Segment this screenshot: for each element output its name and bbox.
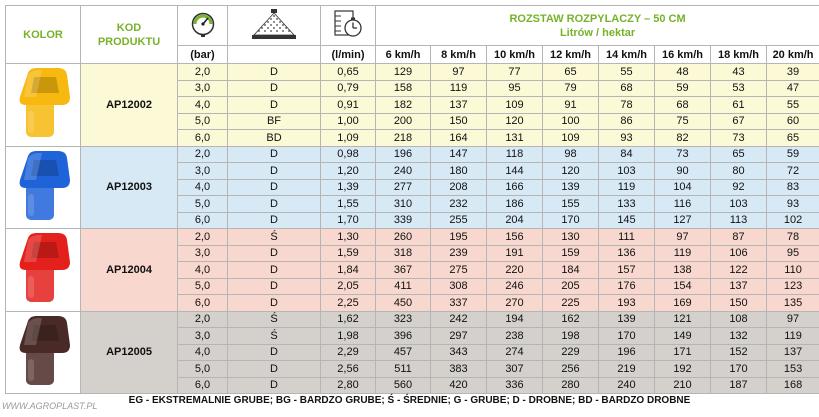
rate-cell: 205 [543,278,599,295]
kolor-header: KOLOR [6,6,81,64]
rate-cell: 277 [376,179,431,196]
rate-cell: 110 [767,262,819,279]
rate-cell: 343 [431,344,487,361]
pressure-cell: 2,0 [178,146,228,163]
rate-cell: 79 [543,80,599,97]
rate-cell: 218 [376,130,431,147]
rate-cell: 139 [599,311,655,328]
rate-cell: 145 [599,212,655,229]
rate-cell: 169 [655,295,711,312]
pressure-cell: 5,0 [178,196,228,213]
flow-rate-cell: 1,20 [321,163,376,180]
rate-cell: 135 [767,295,819,312]
watermark: WWW.AGROPLAST.PL [2,401,98,411]
rate-cell: 246 [487,278,543,295]
flow-rate-cell: 2,05 [321,278,376,295]
rate-cell: 129 [376,64,431,81]
pressure-cell: 5,0 [178,113,228,130]
nozzle-yellow-icon [12,67,74,139]
rate-cell: 187 [711,377,767,394]
rate-cell: 65 [767,130,819,147]
rate-cell: 240 [599,377,655,394]
droplet-size-cell: D [228,377,321,394]
flow-rate-cell: 1,39 [321,179,376,196]
droplet-size-cell: D [228,212,321,229]
pressure-cell: 4,0 [178,262,228,279]
rozstaw-title: ROZSTAW ROZPYLACZY – 50 CM [509,12,686,25]
header-row-top [6,6,819,46]
pressure-cell: 4,0 [178,179,228,196]
rate-cell: 67 [711,113,767,130]
spray-header-cell [228,6,321,46]
rate-cell: 195 [431,229,487,246]
rate-cell: 171 [655,344,711,361]
droplet-size-cell: BF [228,113,321,130]
flow-rate-cell: 1,55 [321,196,376,213]
rate-cell: 65 [711,146,767,163]
flow-rate-cell: 0,98 [321,146,376,163]
rate-cell: 133 [599,196,655,213]
speed-header: 8 km/h [431,46,487,64]
pressure-cell: 6,0 [178,377,228,394]
rate-cell: 239 [431,245,487,262]
rate-cell: 86 [599,113,655,130]
rate-cell: 307 [487,361,543,378]
table-body [6,6,819,394]
rate-cell: 59 [655,80,711,97]
speed-header: 12 km/h [543,46,599,64]
rate-cell: 162 [543,311,599,328]
rate-cell: 130 [543,229,599,246]
rate-cell: 95 [487,80,543,97]
rate-cell: 166 [487,179,543,196]
rate-cell: 367 [376,262,431,279]
speed-header: 20 km/h [767,46,819,64]
rate-cell: 137 [431,97,487,114]
pressure-cell: 4,0 [178,97,228,114]
rate-cell: 120 [543,163,599,180]
rate-cell: 92 [711,179,767,196]
rate-cell: 153 [767,361,819,378]
rate-cell: 75 [655,113,711,130]
rate-cell: 200 [376,113,431,130]
rate-cell: 255 [431,212,487,229]
droplet-size-cell: D [228,245,321,262]
rate-cell: 97 [655,229,711,246]
rate-cell: 136 [599,245,655,262]
rate-cell: 119 [599,179,655,196]
pressure-cell: 6,0 [178,295,228,312]
flow-rate-cell: 2,25 [321,295,376,312]
rate-cell: 225 [543,295,599,312]
product-code: AP12004 [81,229,178,312]
rate-cell: 60 [767,113,819,130]
rate-cell: 39 [767,64,819,81]
pressure-cell: 2,0 [178,311,228,328]
rate-cell: 78 [599,97,655,114]
rate-cell: 111 [599,229,655,246]
rate-cell: 270 [487,295,543,312]
rate-cell: 318 [376,245,431,262]
rate-cell: 102 [767,212,819,229]
rate-cell: 109 [487,97,543,114]
rate-cell: 242 [431,311,487,328]
kod-produktu-header [81,6,178,64]
rate-cell: 220 [487,262,543,279]
rate-cell: 260 [376,229,431,246]
rate-cell: 274 [487,344,543,361]
rate-cell: 139 [543,179,599,196]
flow-rate-cell: 0,65 [321,64,376,81]
rate-cell: 256 [543,361,599,378]
speed-header: 10 km/h [487,46,543,64]
rate-cell: 156 [487,229,543,246]
flow-rate-cell: 2,29 [321,344,376,361]
pressure-cell: 3,0 [178,328,228,345]
rate-cell: 119 [431,80,487,97]
table-row [6,146,819,163]
rate-cell: 192 [655,361,711,378]
droplet-size-cell: D [228,97,321,114]
table-row [6,311,819,328]
nozzle-flow-table [5,5,819,394]
spray-unit-empty [228,46,321,64]
rate-cell: 154 [655,278,711,295]
rate-cell: 65 [543,64,599,81]
rate-cell: 138 [655,262,711,279]
droplet-size-cell: D [228,361,321,378]
flow-rate-cell: 1,30 [321,229,376,246]
table-row [6,229,819,246]
rate-cell: 43 [711,64,767,81]
rate-cell: 560 [376,377,431,394]
rate-cell: 123 [767,278,819,295]
flow-meter-icon [333,9,363,42]
rate-cell: 84 [599,146,655,163]
droplet-size-cell: D [228,179,321,196]
flow-rate-cell: 1,70 [321,212,376,229]
rate-cell: 55 [767,97,819,114]
rate-cell: 121 [655,311,711,328]
rate-cell: 168 [767,377,819,394]
rate-cell: 97 [431,64,487,81]
rate-cell: 137 [767,344,819,361]
rate-cell: 339 [376,212,431,229]
rate-cell: 191 [487,245,543,262]
rate-cell: 396 [376,328,431,345]
rate-cell: 132 [711,328,767,345]
pressure-cell: 2,0 [178,229,228,246]
pressure-cell: 6,0 [178,130,228,147]
rate-cell: 275 [431,262,487,279]
rate-cell: 59 [767,146,819,163]
rate-cell: 184 [543,262,599,279]
rate-cell: 119 [767,328,819,345]
rate-cell: 149 [655,328,711,345]
droplet-size-cell: D [228,196,321,213]
pressure-gauge-icon [191,11,215,40]
rozstaw-subtitle: Litrów / hektar [559,26,636,39]
pressure-cell: 3,0 [178,245,228,262]
rate-cell: 511 [376,361,431,378]
droplet-size-cell: D [228,295,321,312]
flow-rate-cell: 2,80 [321,377,376,394]
pressure-cell: 5,0 [178,361,228,378]
rate-cell: 198 [543,328,599,345]
rate-cell: 204 [487,212,543,229]
flow-rate-cell: 1,00 [321,113,376,130]
rate-cell: 170 [599,328,655,345]
rate-cell: 383 [431,361,487,378]
rate-cell: 98 [543,146,599,163]
rate-cell: 68 [655,97,711,114]
nozzle-photo-cell [6,146,81,229]
droplet-size-cell: Ś [228,311,321,328]
droplet-size-cell: D [228,344,321,361]
droplet-size-cell: D [228,278,321,295]
droplet-size-cell: D [228,262,321,279]
rate-cell: 55 [599,64,655,81]
speed-header: 14 km/h [599,46,655,64]
rate-cell: 72 [767,163,819,180]
rate-cell: 108 [711,311,767,328]
pressure-cell: 5,0 [178,278,228,295]
nozzle-photo-cell [6,64,81,147]
rate-cell: 182 [376,97,431,114]
flow-rate-cell: 0,79 [321,80,376,97]
rate-cell: 100 [543,113,599,130]
rate-cell: 194 [487,311,543,328]
rate-cell: 127 [655,212,711,229]
rate-cell: 137 [711,278,767,295]
bar-unit: (bar) [178,46,228,64]
pressure-cell: 4,0 [178,344,228,361]
rate-cell: 420 [431,377,487,394]
rate-cell: 210 [655,377,711,394]
nozzle-brown-icon [12,315,74,387]
kod-line1: KOD [116,21,142,34]
rate-cell: 280 [543,377,599,394]
rate-cell: 196 [599,344,655,361]
droplet-size-cell: Ś [228,328,321,345]
rate-cell: 196 [376,146,431,163]
droplet-size-cell: D [228,64,321,81]
rate-cell: 147 [431,146,487,163]
pressure-cell: 3,0 [178,80,228,97]
rate-cell: 144 [487,163,543,180]
rate-cell: 186 [487,196,543,213]
rate-cell: 120 [487,113,543,130]
rate-cell: 310 [376,196,431,213]
rate-cell: 78 [767,229,819,246]
rate-cell: 104 [655,179,711,196]
rate-cell: 113 [711,212,767,229]
rate-cell: 61 [711,97,767,114]
rate-cell: 82 [655,130,711,147]
rate-cell: 103 [711,196,767,213]
rate-cell: 158 [376,80,431,97]
rozstaw-header [376,6,819,46]
rate-cell: 93 [599,130,655,147]
rate-cell: 80 [711,163,767,180]
rate-cell: 73 [655,146,711,163]
rate-cell: 109 [543,130,599,147]
rate-cell: 337 [431,295,487,312]
flow-rate-cell: 1,62 [321,311,376,328]
lmin-unit: (l/min) [321,46,376,64]
rate-cell: 118 [487,146,543,163]
speed-header: 18 km/h [711,46,767,64]
nozzle-red-icon [12,232,74,304]
product-code: AP12005 [81,311,178,394]
rate-cell: 238 [487,328,543,345]
droplet-size-cell: D [228,80,321,97]
pressure-cell: 3,0 [178,163,228,180]
flow-rate-cell: 1,09 [321,130,376,147]
rate-cell: 93 [767,196,819,213]
rate-cell: 176 [599,278,655,295]
rate-cell: 131 [487,130,543,147]
nozzle-photo-cell [6,311,81,394]
flow-rate-cell: 1,59 [321,245,376,262]
rate-cell: 73 [711,130,767,147]
rate-cell: 119 [655,245,711,262]
rate-cell: 155 [543,196,599,213]
rate-cell: 97 [767,311,819,328]
pressure-cell: 6,0 [178,212,228,229]
rate-cell: 297 [431,328,487,345]
flow-header-cell [321,6,376,46]
rate-cell: 308 [431,278,487,295]
flow-rate-cell: 1,84 [321,262,376,279]
rate-cell: 170 [543,212,599,229]
rate-cell: 116 [655,196,711,213]
rate-cell: 87 [711,229,767,246]
droplet-size-cell: Ś [228,229,321,246]
rate-cell: 208 [431,179,487,196]
rate-cell: 91 [543,97,599,114]
rate-cell: 336 [487,377,543,394]
rate-cell: 48 [655,64,711,81]
rate-cell: 77 [487,64,543,81]
rate-cell: 411 [376,278,431,295]
table-row [6,64,819,81]
rate-cell: 150 [431,113,487,130]
pressure-cell: 2,0 [178,64,228,81]
rate-cell: 229 [543,344,599,361]
rate-cell: 157 [599,262,655,279]
rate-cell: 323 [376,311,431,328]
rate-cell: 83 [767,179,819,196]
rate-cell: 219 [599,361,655,378]
rate-cell: 150 [711,295,767,312]
rate-cell: 122 [711,262,767,279]
product-code: AP12003 [81,146,178,229]
droplet-size-cell: BD [228,130,321,147]
rate-cell: 95 [767,245,819,262]
gauge-header-cell [178,6,228,46]
nozzle-blue-icon [12,150,74,222]
rate-cell: 450 [376,295,431,312]
rate-cell: 170 [711,361,767,378]
flow-rate-cell: 1,98 [321,328,376,345]
speed-header: 6 km/h [376,46,431,64]
rate-cell: 159 [543,245,599,262]
rate-cell: 68 [599,80,655,97]
rate-cell: 232 [431,196,487,213]
rate-cell: 53 [711,80,767,97]
flow-rate-cell: 0,91 [321,97,376,114]
rate-cell: 193 [599,295,655,312]
rate-cell: 152 [711,344,767,361]
rate-cell: 457 [376,344,431,361]
rate-cell: 106 [711,245,767,262]
rate-cell: 103 [599,163,655,180]
rate-cell: 180 [431,163,487,180]
kod-line2: PRODUKTU [97,35,161,48]
droplet-legend: EG - EKSTREMALNIE GRUBE; BG - BARDZO GRUBE; Ś - ŚREDNIE; G - GRUBE; D - DROBNE; BD - BARDZO DROBNE [128,395,691,406]
nozzle-photo-cell [6,229,81,312]
product-code: AP12002 [81,64,178,147]
rate-cell: 47 [767,80,819,97]
droplet-size-cell: D [228,146,321,163]
rate-cell: 240 [376,163,431,180]
flow-rate-cell: 2,56 [321,361,376,378]
rate-cell: 164 [431,130,487,147]
speed-header: 16 km/h [655,46,711,64]
droplet-size-cell: D [228,163,321,180]
rate-cell: 90 [655,163,711,180]
spray-pattern-icon [246,8,302,43]
